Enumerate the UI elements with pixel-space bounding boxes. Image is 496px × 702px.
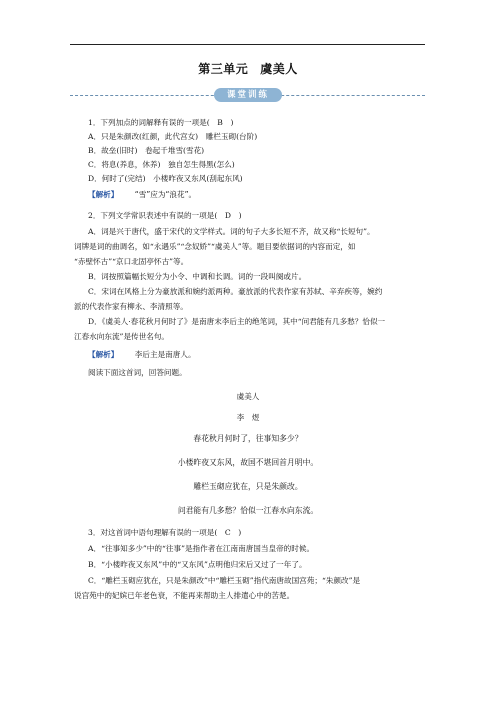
q1-option-a: A．只是朱颜改(红颜，此代宫女) 雕栏玉砌(台阶) (88, 132, 258, 141)
q2-option-c-line2: 派的代表作家有柳永、李清照等。 (74, 302, 188, 311)
poem-line-1: 春花秋月何时了，往事知多少？ (193, 434, 303, 443)
poem-name-heading: 虞美人 (260, 62, 298, 76)
q1-stem: 1．下列加点的词解释有误的一项是( B ) (88, 118, 234, 127)
q2-stem: 2．下列文学常识表述中有误的一项是( D ) (88, 211, 242, 220)
q2-option-a-line3: “赤壁怀古”“京口北固亭怀古”等。 (74, 257, 189, 266)
section-banner: 课堂训练 (214, 88, 282, 102)
q3-stem: 3．对这首词中语句理解有误的一项是( C ) (88, 528, 242, 537)
q2-analysis (88, 350, 196, 360)
q2-option-c-line1: C．宋词在风格上分为豪放派和婉约派两种。豪放派的代表作家有苏轼、辛弃疾等，婉约 (88, 287, 383, 296)
q2-option-d-line2: 江春水向东流”是传世名句。 (74, 332, 170, 341)
q1-analysis-text: “雪”应为“浪花”。 (134, 190, 197, 199)
q3-option-a: A．“往事知多少”中的“往事”是指作者在江南南唐国当皇帝的时候。 (88, 544, 315, 553)
poem-line-4: 问君能有几多愁？恰似一江春水向东流。 (177, 506, 319, 515)
poem-line-3: 雕栏玉砌应犹在，只是朱颜改。 (193, 482, 303, 491)
poem-author: 李 煜 (236, 413, 260, 422)
q3-option-b: B．“小楼昨夜又东风”中的“又东风”点明他归宋后又过了一年了。 (88, 560, 307, 569)
q1-option-d: D．何时了(完结) 小楼昨夜又东风(刮起东风) (88, 174, 243, 183)
q2-option-a-line2: 词牌是词的曲调名，如“永遇乐”“念奴娇”“虞美人”等。题目要依据词的内容而定，如 (74, 242, 356, 251)
q3-option-c-line1: C．“雕栏玉砌应犹在，只是朱颜改”中“雕栏玉砌”指代南唐故国宫苑；“朱颜改”是 (88, 576, 361, 585)
q1-analysis-label: 【解析】 (88, 190, 119, 199)
reading-prompt: 阅读下面这首词，回答问题。 (88, 368, 187, 377)
q2-option-a-line1: A．词是兴于唐代，盛于宋代的文学样式。词的句子大多长短不齐，故又称“长短句”。 (88, 227, 375, 236)
q3-option-c-line2: 说宫苑中的妃嫔已年老色衰，不能再来帮助主人排遣心中的苦楚。 (74, 591, 295, 600)
poem-line-2: 小楼昨夜又东风，故国不堪回首月明中。 (177, 458, 319, 467)
q1-analysis (88, 190, 196, 200)
page-title (0, 60, 496, 77)
q2-analysis-label: 【解析】 (88, 350, 119, 359)
q1-option-c: C．将息(养息，休养) 独自怎生得黑(怎么) (88, 160, 235, 169)
q1-option-b: B．故垒(旧时) 卷起千堆雪(雪花) (88, 146, 205, 155)
poem-title: 虞美人 (236, 392, 260, 401)
q2-analysis-text: 李后主是南唐人。 (134, 350, 196, 359)
q2-option-b: B．词按照篇幅长短分为小令、中调和长调。词的一段叫阕或片。 (88, 272, 307, 281)
q2-option-d-line1: D．《虞美人·春花秋月何时了》是南唐末李后主的绝笔词，其中“问君能有几多愁？恰似一 (88, 317, 386, 326)
unit-label: 第三单元 (198, 62, 249, 76)
header-rule (70, 44, 425, 45)
